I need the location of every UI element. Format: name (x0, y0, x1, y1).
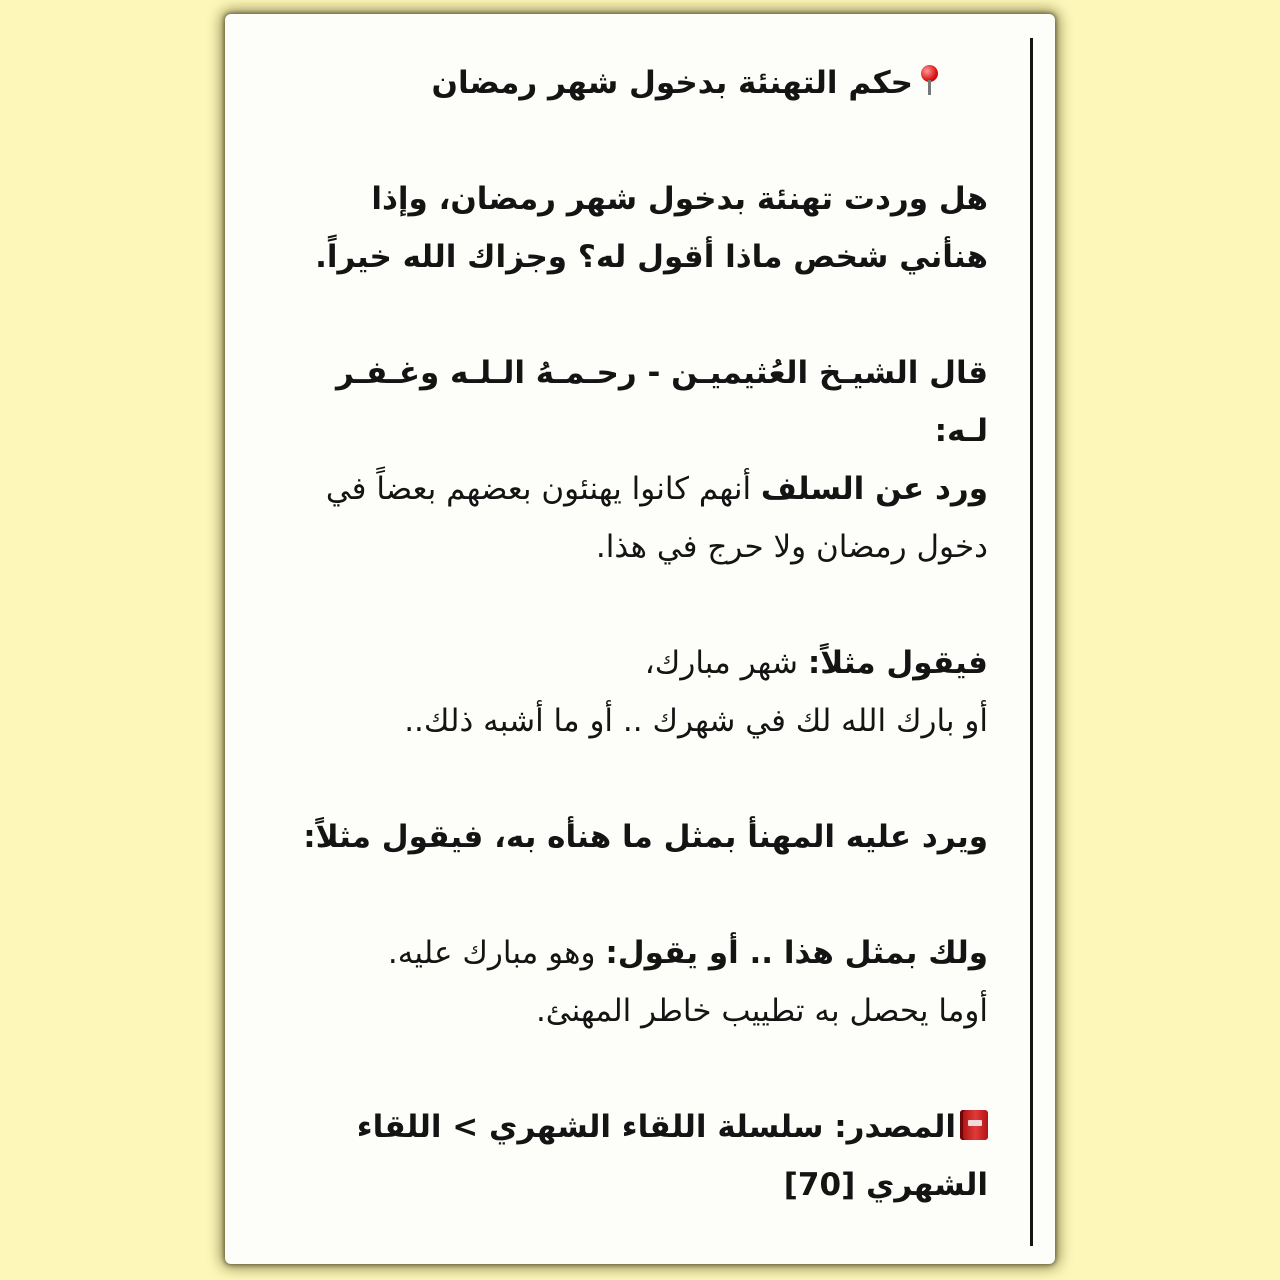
round-pushpin-icon (919, 65, 941, 95)
answer-body: أنهم كانوا يهنئون بعضهم بعضاً في دخول رمضان ولا حرج في هذا. (325, 471, 988, 565)
example-lead: فيقول مثلاً: (807, 645, 988, 681)
post-title-text: حكم التهنئة بدخول شهر رمضان (431, 65, 913, 101)
example-paragraph (285, 634, 988, 692)
example-line-2: أو بارك الله لك في شهرك .. أو ما أشبه ذلك.. (404, 703, 988, 739)
scholar-attribution: قال الشيـخ العُثيميـن - رحـمـهُ الـلـه وغـفـر لـه: (336, 355, 988, 449)
question-line-1: هل وردت تهنئة بدخول شهر رمضان، وإذا (371, 181, 988, 217)
divider-line (1030, 38, 1033, 1246)
answer-paragraph-1 (285, 460, 988, 576)
reply-example-lead: ولك بمثل هذا .. أو يقول: (605, 935, 988, 971)
source-citation (285, 1098, 988, 1214)
closed-book-icon (960, 1110, 988, 1140)
question-line-2: هنأني شخص ماذا أقول له؟ وجزاك الله خيراً. (315, 239, 988, 275)
example-body: شهر مبارك، (644, 645, 808, 681)
post-card (225, 14, 1055, 1264)
reply-example-body: وهو مبارك عليه. (387, 935, 606, 971)
fatwa-text (285, 54, 988, 1214)
reply-example-line-2: أوما يحصل به تطييب خاطر المهنئ. (535, 993, 988, 1029)
reply-example (285, 924, 988, 982)
post-title (285, 54, 941, 112)
reply-paragraph: ويرد عليه المهنأ بمثل ما هنأه به، فيقول مثلاً: (303, 819, 988, 855)
source-text: المصدر: سلسلة اللقاء الشهري > اللقاء الشهري [70] (356, 1109, 988, 1203)
answer-lead: ورد عن السلف (760, 471, 988, 507)
